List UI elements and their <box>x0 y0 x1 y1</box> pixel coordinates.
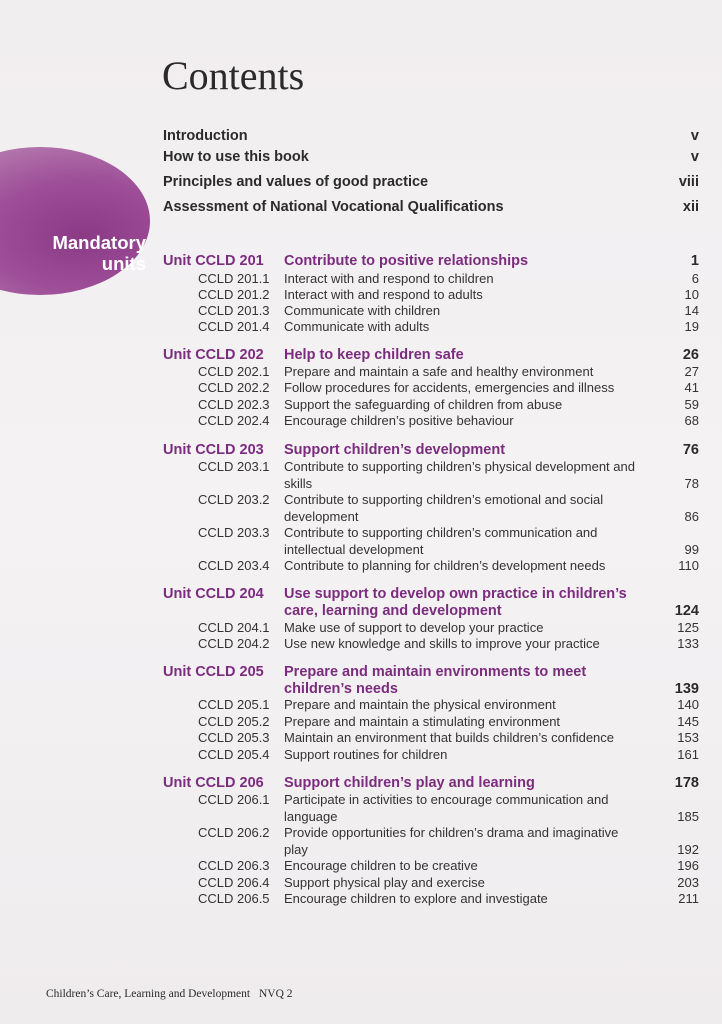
subunit-page: 133 <box>677 636 699 651</box>
unit-title: Contribute to positive relationships <box>284 253 529 269</box>
subunit-code: CCLD 206.1 <box>198 792 270 807</box>
subunit-code: CCLD 205.4 <box>198 747 270 762</box>
subunit-page: 78 <box>684 475 699 491</box>
subunit-title: Interact with and respond to children <box>284 271 494 286</box>
unit-code: Unit CCLD 204 <box>163 586 264 602</box>
subunit-page: 140 <box>677 697 699 712</box>
subunit-code: CCLD 202.3 <box>198 397 270 412</box>
subunit-code: CCLD 204.2 <box>198 636 270 651</box>
footer-book-title: Children’s Care, Learning and Development <box>46 988 251 1000</box>
unit-title: Support children’s development <box>284 442 506 458</box>
subunit-title: Interact with and respond to adults <box>284 287 483 302</box>
unit-page: 139 <box>674 681 699 697</box>
subunit-code: CCLD 205.3 <box>198 730 270 745</box>
unit-page: 26 <box>682 347 699 363</box>
subunit-code: CCLD 205.2 <box>198 714 270 729</box>
subunit-code: CCLD 203.1 <box>198 459 270 474</box>
unit-code: Unit CCLD 202 <box>163 347 264 363</box>
subunit-title: Support routines for children <box>284 747 448 762</box>
subunit-code: CCLD 203.3 <box>198 525 270 540</box>
toc-entry-principles[interactable] <box>163 174 699 190</box>
subunit-page: 59 <box>684 397 699 412</box>
unit-title: Support children’s play and learning <box>284 775 535 791</box>
unit-title: Prepare and maintain environments to meet children’s needs <box>284 664 587 697</box>
subunit-title: Make use of support to develop your practice <box>284 620 544 635</box>
unit-page: 124 <box>674 603 699 619</box>
subunit-code: CCLD 206.2 <box>198 825 270 840</box>
subunit-title: Participate in activities to encourage communication and language <box>284 792 609 824</box>
subunit-title: Encourage children to be creative <box>284 858 478 873</box>
subunit-page: 19 <box>684 319 699 334</box>
subunit-title: Contribute to supporting children’s emotional and social development <box>284 492 604 524</box>
unit-title: Use support to develop own practice in children’s care, learning and development <box>284 586 627 619</box>
subunit-page: 6 <box>691 271 699 286</box>
entry-label: How to use this book <box>163 149 309 165</box>
subunit-code: CCLD 201.2 <box>198 287 270 302</box>
subunit-page: 110 <box>678 558 699 573</box>
unit-title: Help to keep children safe <box>284 347 464 363</box>
unit-code: Unit CCLD 201 <box>163 253 264 269</box>
subunit-page: 185 <box>677 808 699 824</box>
subunit-page: 153 <box>677 730 699 745</box>
subunit-page: 27 <box>684 364 699 379</box>
entry-label: Assessment of National Vocational Qualifications <box>163 199 504 215</box>
subunit-code: CCLD 203.4 <box>198 558 270 573</box>
subunit-page: 125 <box>677 620 699 635</box>
subunit-title: Encourage children to explore and investigate <box>284 891 548 906</box>
subunit-code: CCLD 206.5 <box>198 891 270 906</box>
entry-page: xii <box>682 199 699 215</box>
subunit-code: CCLD 206.3 <box>198 858 270 873</box>
subunit-title: Contribute to supporting children’s physical development and skills <box>284 459 635 491</box>
subunit-title: Support the safeguarding of children from abuse <box>284 397 563 412</box>
subunit-title: Use new knowledge and skills to improve your practice <box>284 636 600 651</box>
subunit-title: Contribute to planning for children’s development needs <box>284 558 606 573</box>
subunit-title: Maintain an environment that builds children’s confidence <box>284 730 615 745</box>
subunit-page: 68 <box>684 413 699 428</box>
subunit-code: CCLD 205.1 <box>198 697 270 712</box>
subunit-page: 145 <box>677 714 699 729</box>
entry-page: v <box>690 128 699 144</box>
subunit-title: Prepare and maintain a safe and healthy environment <box>284 364 594 379</box>
unit-page: 76 <box>682 442 699 458</box>
subunit-code: CCLD 202.2 <box>198 380 270 395</box>
subunit-title: Contribute to supporting children’s communication and intellectual development <box>284 525 598 557</box>
subunit-page: 196 <box>677 858 699 873</box>
subunit-title: Communicate with adults <box>284 319 430 334</box>
subunit-code: CCLD 203.2 <box>198 492 270 507</box>
subunit-code: CCLD 201.4 <box>198 319 270 334</box>
subunit-code: CCLD 201.1 <box>198 271 270 286</box>
subunit-title: Prepare and maintain a stimulating environment <box>284 714 561 729</box>
unit-code: Unit CCLD 205 <box>163 664 264 680</box>
subunit-code: CCLD 206.4 <box>198 875 270 890</box>
subunit-page: 41 <box>684 380 699 395</box>
entry-label: Principles and values of good practice <box>163 174 429 190</box>
section-tab-line2: units <box>101 253 146 274</box>
subunit-title: Communicate with children <box>284 303 441 318</box>
section-tab-line1: Mandatory <box>52 232 146 253</box>
unit-code: Unit CCLD 206 <box>163 775 264 791</box>
subunit-code: CCLD 202.4 <box>198 413 270 428</box>
subunit-title: Provide opportunities for children’s drama and imaginative play <box>284 825 619 857</box>
toc-entry-introduction[interactable] <box>163 128 699 144</box>
subunit-title: Encourage children’s positive behaviour <box>284 413 514 428</box>
subunit-page: 161 <box>677 747 699 762</box>
toc-entry-how-to-use[interactable] <box>163 149 699 165</box>
subunit-page: 86 <box>684 508 699 524</box>
unit-page: 1 <box>690 253 699 269</box>
page-footer <box>46 988 293 1000</box>
subunit-code: CCLD 201.3 <box>198 303 270 318</box>
entry-page: v <box>690 149 699 165</box>
subunit-page: 192 <box>677 841 699 857</box>
subunit-page: 10 <box>684 287 699 302</box>
subunit-code: CCLD 202.1 <box>198 364 270 379</box>
page-title: Contents <box>162 53 305 98</box>
subunit-page: 14 <box>684 303 699 318</box>
unit-page: 178 <box>674 775 699 791</box>
subunit-page: 203 <box>677 875 699 890</box>
subunit-title: Follow procedures for accidents, emergencies and illness <box>284 380 615 395</box>
subunit-title: Prepare and maintain the physical environment <box>284 697 556 712</box>
subunit-page: 99 <box>684 541 699 557</box>
footer-level: NVQ 2 <box>258 988 293 1000</box>
unit-code: Unit CCLD 203 <box>163 442 264 458</box>
toc-entry-assessment[interactable] <box>163 199 699 215</box>
entry-label: Introduction <box>163 128 248 144</box>
subunit-page: 211 <box>678 891 699 906</box>
subunit-code: CCLD 204.1 <box>198 620 270 635</box>
subunit-title: Support physical play and exercise <box>284 875 485 890</box>
entry-page: viii <box>678 174 699 190</box>
